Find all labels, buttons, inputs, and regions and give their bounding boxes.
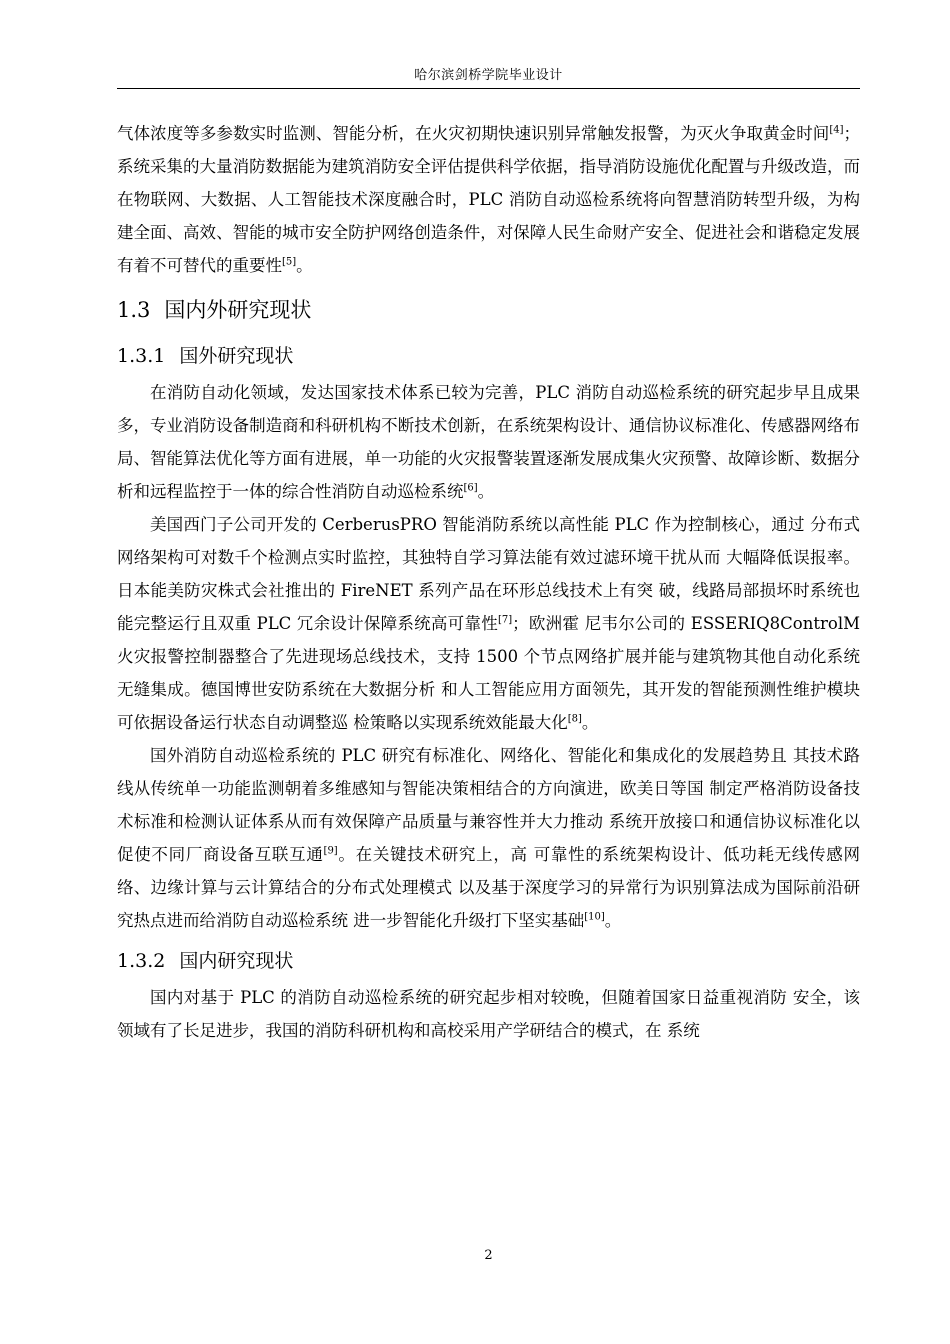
subsection-heading-1-3-2 xyxy=(117,937,860,981)
page-header: 哈尔滨剑桥学院毕业设计 xyxy=(414,68,563,83)
page-body xyxy=(117,117,860,1047)
header-divider xyxy=(117,88,860,89)
paragraph-text-b: ；欧洲霍 尼韦尔公司的 ESSERIQ8ControlM 火灾报警控制器整合了先进现场总线技术，支持 1500 个节点网络扩展并能与建筑物其他自动化系统无缝集成。德国博世安防系统在大数据分析 和人工智能应用方面领先，其开发的智能预测性维护模块可依据设备运行状态自动调整巡 检策略以实现系统效能最大化 xyxy=(117,614,860,732)
subsection-title: 国外研究现状 xyxy=(179,345,294,367)
paragraph-text: 国内对基于 PLC 的消防自动巡检系统的研究起步相对较晚，但随着国家日益重视消防 安全，该领域有了长足进步，我国的消防科研机构和高校采用产学研结合的模式，在 系统 xyxy=(117,988,860,1040)
citation-10: [10] xyxy=(584,911,605,923)
citation-6: [6] xyxy=(463,482,478,494)
paragraph-end: 。 xyxy=(477,482,495,501)
citation-4: [4] xyxy=(829,124,844,136)
intro-paragraph xyxy=(117,117,860,282)
subsection-number: 1.3.1 xyxy=(117,345,166,367)
citation-5: [5] xyxy=(282,256,297,268)
foreign-paragraph-2 xyxy=(117,508,860,739)
section-heading-1-3 xyxy=(117,282,860,332)
paragraph-end: 。 xyxy=(604,911,622,930)
paragraph-text: 在消防自动化领域，发达国家技术体系已较为完善，PLC 消防自动巡检系统的研究起步早且成果多，专业消防设备制造商和科研机构不断技术创新，在系统架构设计、通信协议标准化、传感器网络布局、智能算法优化等方面有进展，单一功能的火灾报警装置逐渐发展成集火灾预警、故障诊断、数据分析和远程监控于一体的综合性消防自动巡检系统 xyxy=(117,383,860,501)
paragraph-end: 。 xyxy=(581,713,599,732)
page-number: 2 xyxy=(484,1248,493,1263)
citation-7: [7] xyxy=(497,614,513,626)
subsection-title: 国内研究现状 xyxy=(179,950,294,972)
citation-9: [9] xyxy=(323,845,338,857)
section-title: 国内外研究现状 xyxy=(164,298,312,322)
subsection-heading-1-3-1 xyxy=(117,332,860,376)
foreign-paragraph-3 xyxy=(117,739,860,937)
domestic-paragraph-1 xyxy=(117,981,860,1047)
intro-text-a: 气体浓度等多参数实时监测、智能分析，在火灾初期快速识别异常触发报警，为灭火争取黄金时间 xyxy=(117,124,830,143)
foreign-paragraph-1 xyxy=(117,376,860,508)
subsection-number: 1.3.2 xyxy=(117,950,166,972)
paragraph-text-b: 。在关键技术研究上，高 可靠性的系统架构设计、低功耗无线传感网络、边缘计算与云计算结合的分布式处理模式 以及基于深度学习的异常行为识别算法成为国际前沿研究热点进而给消防自动巡检系统 进一步智能化升级打下坚实基础 xyxy=(117,845,861,930)
paragraph-text-a: 美国西门子公司开发的 CerberusPRO 智能消防系统以高性能 PLC 作为控制核心，通过 分布式网络架构可对数千个检测点实时监控，其独特自学习算法能有效过滤环境干扰从而 大幅降低误报率。日本能美防灾株式会社推出的 FireNET 系列产品在环形总线技术上有突 破，线路局部损坏时系统也能完整运行且双重 PLC 冗余设计保障系统高可靠性 xyxy=(117,515,860,633)
intro-text-b: ；系统采集的大量消防数据能为建筑消防安全评估提供科学依据，指导消防设施优化配置与升级改造，而在物联网、大数据、人工智能技术深度融合时，PLC 消防自动巡检系统将向智慧消防转型升级，为构建全面、高效、智能的城市安全防护网络创造条件，对保障人民生命财产安全、促进社会和谐稳定发展有着不可替代的重要性 xyxy=(117,124,860,275)
intro-text-c: 。 xyxy=(296,256,313,275)
paragraph-text-a: 国外消防自动巡检系统的 PLC 研究有标准化、网络化、智能化和集成化的发展趋势且 其技术路线从传统单一功能监测朝着多维感知与智能决策相结合的方向演进，欧美日等国 制定严格消防设备技术标准和检测认证体系从而有效保障产品质量与兼容性并大力推动 系统开放接口和通信协议标准化以促使不同厂商设备互联互通 xyxy=(117,746,860,864)
citation-8: [8] xyxy=(567,713,582,725)
section-number: 1.3 xyxy=(117,298,151,322)
